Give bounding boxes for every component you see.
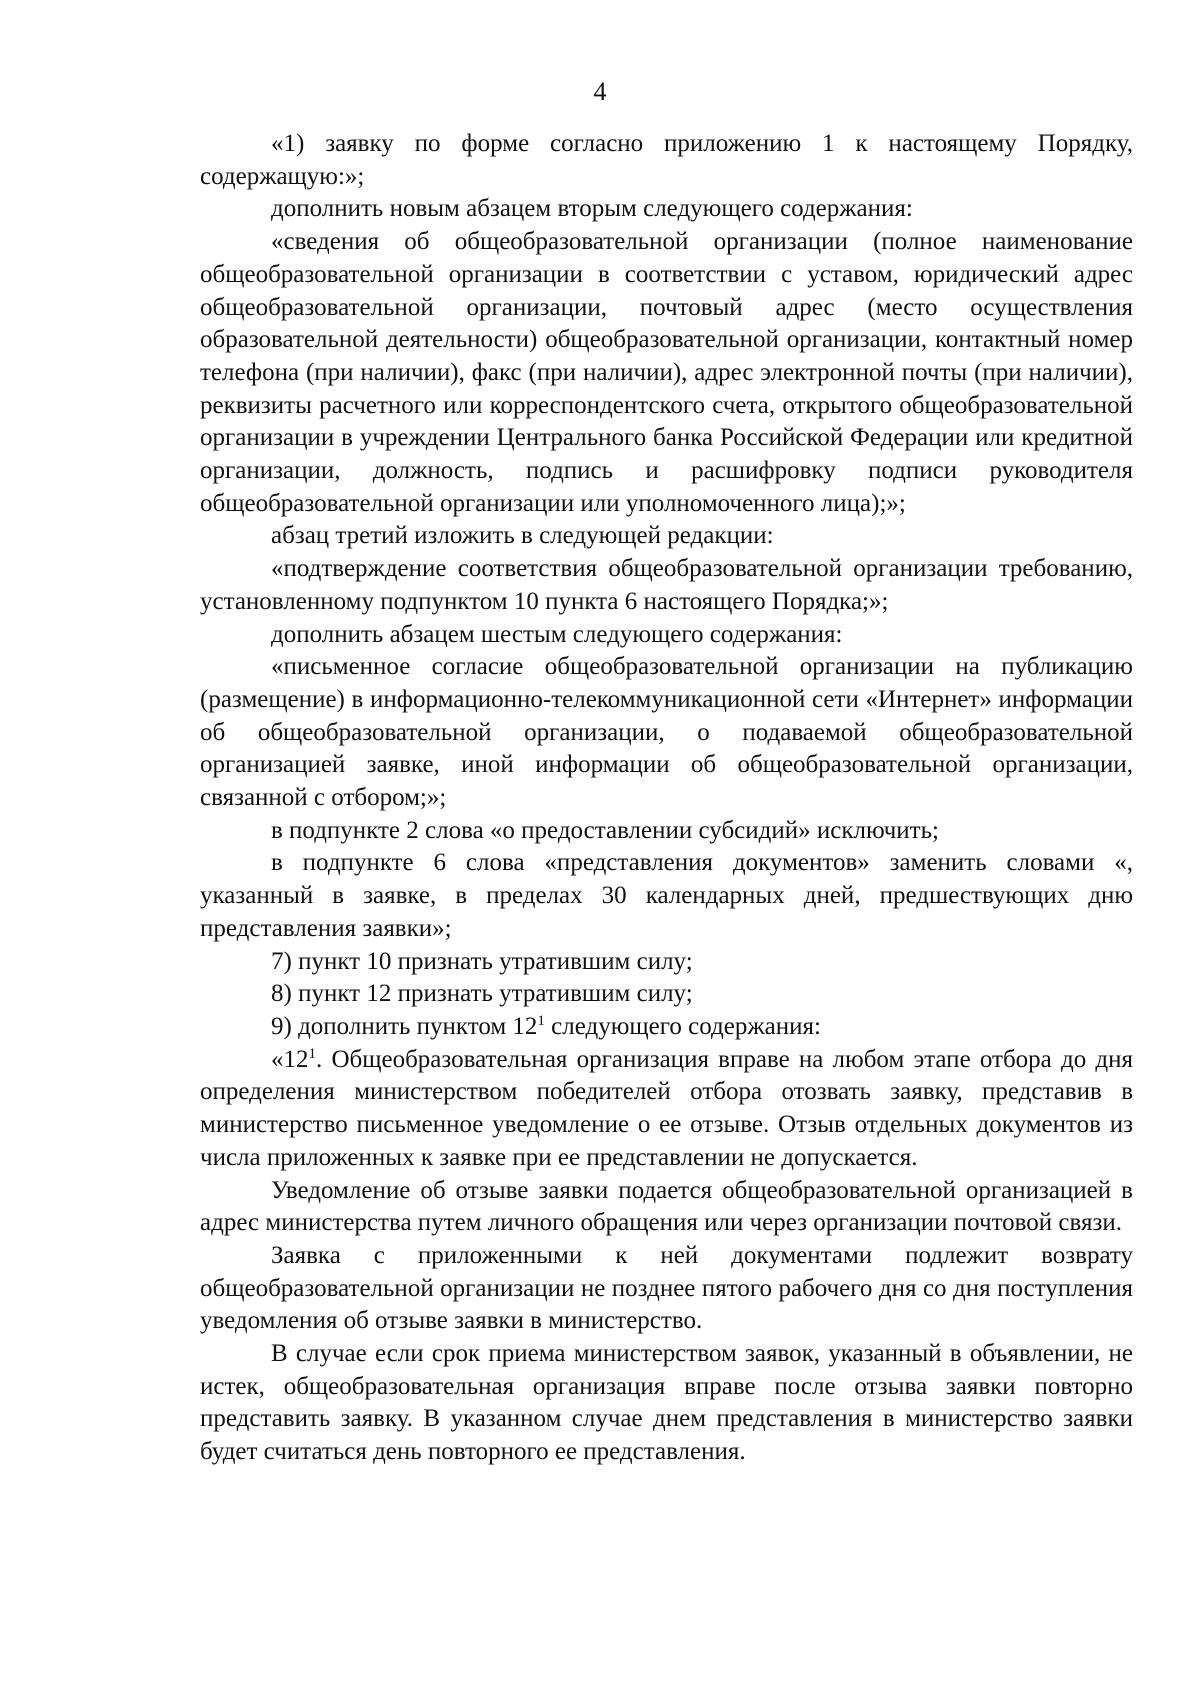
- paragraph-written-consent: «письменное согласие общеобразовательной организации на публикацию (размещение) в информационно-телекоммуникационной сети «Интернет» информации об общеобразовательной организации, о подаваемой общеобразовательной организацией заявке, иной информации об общеобразовательной организации, связанной с отбором;»;: [200, 653, 1133, 812]
- paragraph-resubmission: В случае если срок приема министерством заявок, указанный в объявлении, не истек, общеобразовательная организация вправе после отзыва заявки повторно представить заявку. В указанном случае днем представления в министерство заявки будет считаться день повторного ее представления.: [200, 1340, 1133, 1466]
- clause-12-1-text: . Общеобразовательная организация вправе на любом этапе отбора до дня определения министерством победителей отбора отозвать заявку, представив в министерство письменное уведомление о ее отзыве. Отзыв отдельных документов из числа приложенных к заявке при ее представлении не допускается.: [200, 1045, 1133, 1171]
- paragraph-documents-return: Заявка с приложенными к ней документами подлежит возврату общеобразовательной организации не позднее пятого рабочего дня со дня поступления уведомления об отзыве заявки в министерство.: [200, 1241, 1133, 1335]
- paragraph-item-7: 7) пункт 10 признать утратившим силу;: [271, 947, 693, 975]
- page-number: 4: [593, 77, 607, 106]
- item-9-text-end: следующего содержания:: [544, 1012, 821, 1040]
- paragraph-compliance-confirmation: «подтверждение соответствия общеобразовательной организации требованию, установленному подпунктом 10 пункта 6 настоящего Порядка;»;: [200, 555, 1133, 615]
- paragraph-clause-12-1: [200, 1044, 1133, 1175]
- paragraph-add-sixth-abstract: дополнить абзацем шестым следующего содержания:: [271, 620, 843, 648]
- item-9-superscript: 1: [537, 1012, 545, 1029]
- paragraph-subitem-2: в подпункте 2 слова «о предоставлении субсидий» исключить;: [271, 816, 939, 844]
- paragraph-add-second-abstract: дополнить новым абзацем вторым следующего содержания:: [271, 195, 913, 223]
- item-9-text: 9) дополнить пунктом 12: [271, 1012, 538, 1040]
- document-body: [200, 128, 1133, 1469]
- paragraph-subitem-6: в подпункте 6 слова «представления документов» заменить словами «, указанный в заявке, в пределах 30 календарных дней, предшествующих дню представления заявки»;: [200, 849, 1133, 942]
- clause-12-1-superscript: 1: [308, 1045, 316, 1062]
- paragraph-organization-info: «сведения об общеобразовательной организации (полное наименование общеобразовательной организации в соответствии с уставом, юридический адрес общеобразовательной организации, почтовый адрес (место осуществления образовательной деятельности) общеобразовательной организации, контактный номер телефона (при наличии), факс (при наличии), адрес электронной почты (при наличии), реквизиты расчетного или корреспондентского счета, открытого общеобразовательной организации в учреждении Центрального банка Российской Федерации или кредитной организации, должность, подпись и расшифровку подписи руководителя общеобразовательной организации или уполномоченного лица);»;: [200, 228, 1133, 517]
- clause-12-1-number: «12: [271, 1045, 309, 1073]
- paragraph-item-9: [200, 1011, 1133, 1044]
- paragraph-item-8: 8) пункт 12 признать утратившим силу;: [271, 980, 693, 1008]
- paragraph-withdrawal-notice: Уведомление об отзыве заявки подается общеобразовательной организацией в адрес министерства путем личного обращения или через организации почтовой связи.: [200, 1176, 1133, 1237]
- paragraph-third-abstract-edit: абзац третий изложить в следующей редакции:: [271, 522, 774, 550]
- paragraph-item-1-application: «1) заявку по форме согласно приложению 1 к настоящему Порядку, содержащую:»;: [200, 130, 1133, 190]
